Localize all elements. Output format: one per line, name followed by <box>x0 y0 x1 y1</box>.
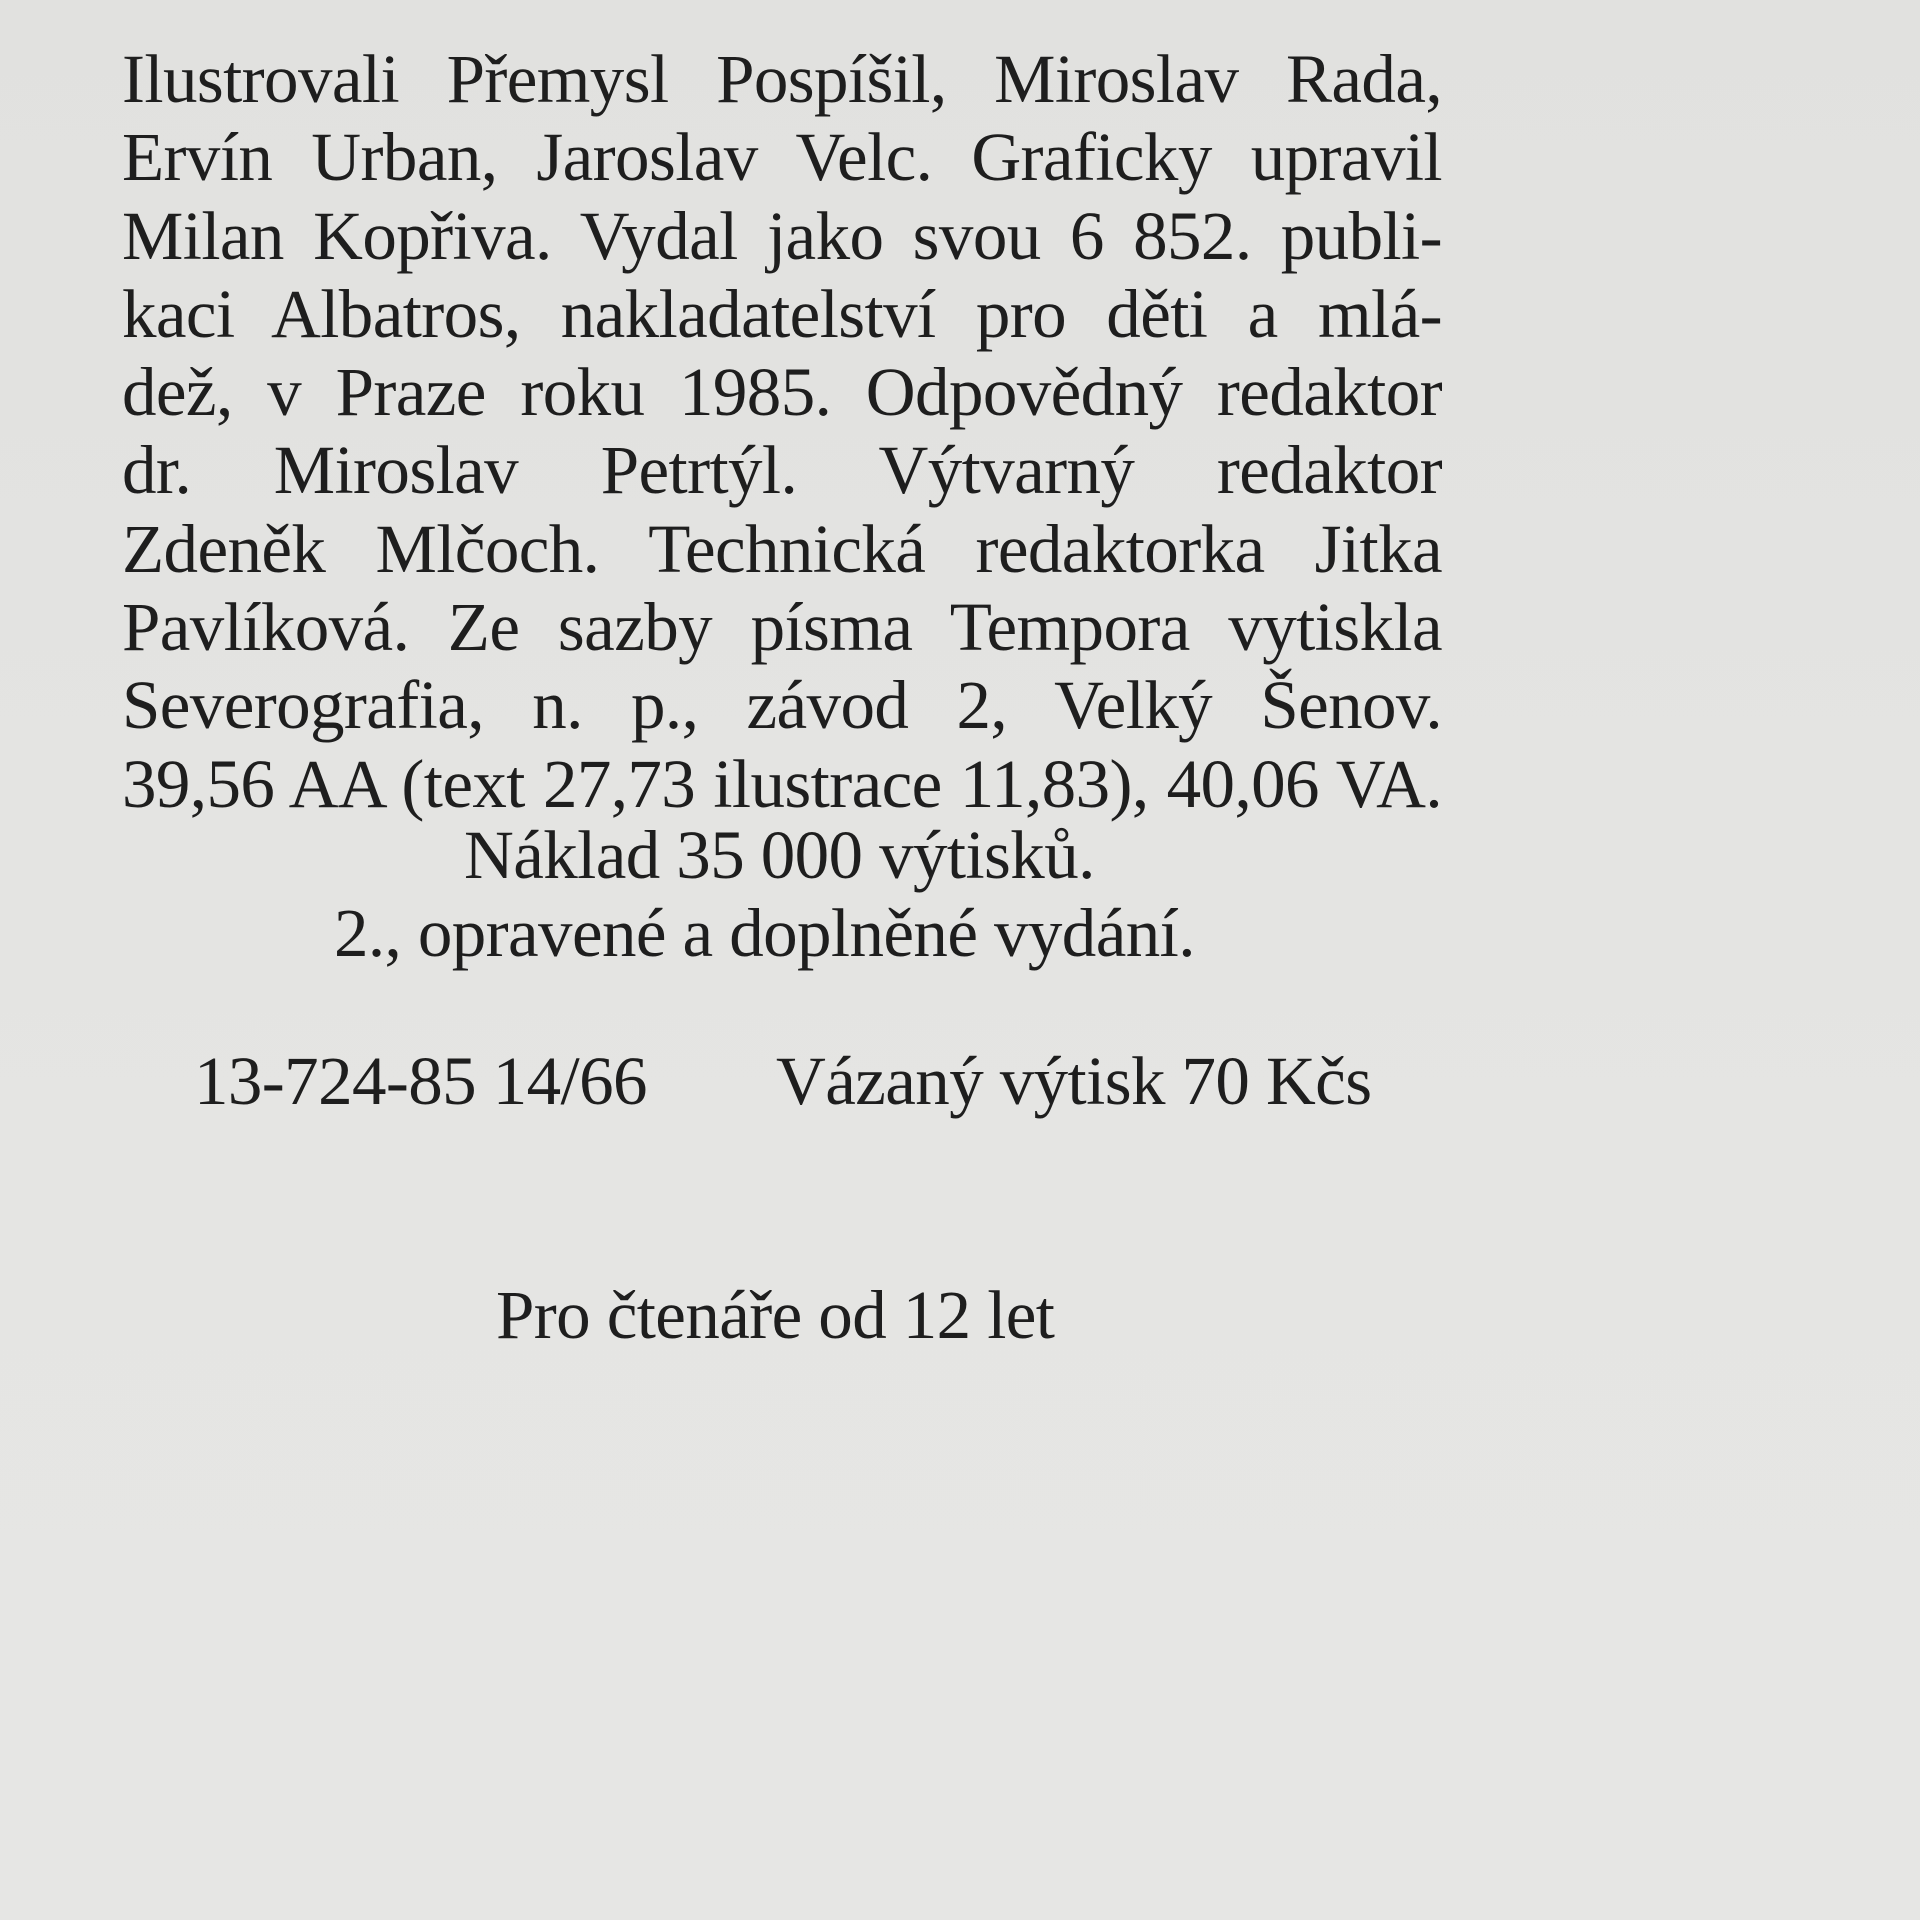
colophon-line: dr. Miroslav Petrtýl. Výtvarný redaktor <box>122 432 1442 509</box>
reader-age-note: Pro čtenáře od 12 let <box>496 1277 1055 1353</box>
edition-note: 2., opravené a doplněné vydání. <box>334 895 1195 971</box>
colophon-line: 39,56 AA (text 27,73 ilustrace 11,83), 40,06 VA. <box>122 745 1442 822</box>
colophon-line: Milan Kopřiva. Vydal jako svou 6 852. publi- <box>122 197 1442 274</box>
colophon-line: kaci Albatros, nakladatelství pro děti a mlá- <box>122 275 1442 352</box>
colophon-line: Pavlíková. Ze sazby písma Tempora vytiskla <box>122 589 1442 666</box>
colophon-line: Ilustrovali Přemysl Pospíšil, Miroslav Rada, <box>122 41 1442 117</box>
print-run: Náklad 35 000 výtisků. <box>464 817 1095 893</box>
colophon-block <box>122 40 1442 823</box>
price: Vázaný výtisk 70 Kčs <box>776 1043 1372 1119</box>
colophon-line: dež, v Praze roku 1985. Odpovědný redaktor <box>122 354 1442 431</box>
colophon-line: Ervín Urban, Jaroslav Velc. Graficky upravil <box>122 119 1442 196</box>
order-code: 13-724-85 14/66 <box>194 1043 647 1119</box>
colophon-line: Severografia, n. p., závod 2, Velký Šenov. <box>122 667 1442 744</box>
colophon-line: Zdeněk Mlčoch. Technická redaktorka Jitka <box>122 510 1442 587</box>
